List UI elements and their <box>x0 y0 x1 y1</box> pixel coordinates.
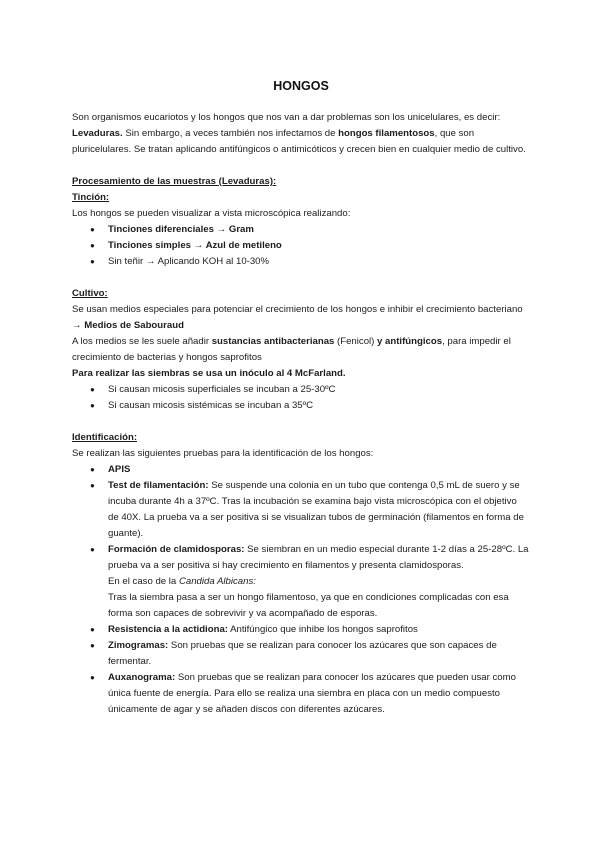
list-item: ● Si causan micosis sistémicas se incuban a 35ºC <box>90 400 314 411</box>
cultivo-paragraph-1: Se usan medios especiales para potenciar el crecimiento de los hongos e inhibir el crecimiento bacteriano → Medios de Sabouraud <box>72 304 523 331</box>
list-item: ● Tinciones simples → Azul de metileno <box>90 240 282 251</box>
identificacion-text: Se realizan las siguientes pruebas para la identificación de los hongos: <box>72 448 374 459</box>
list-item: ● Sin teñir → Aplicando KOH al 10-30% <box>90 256 270 267</box>
cultivo-paragraph-3: Para realizar las siembras se usa un inóculo al 4 McFarland. <box>72 368 346 379</box>
list-item: ● Si causan micosis superficiales se incuban a 25-30ºC <box>90 384 336 395</box>
intro-paragraph: Son organismos eucariotos y los hongos que nos van a dar problemas son los unicelulares, es decir: Levaduras. Sin embargo, a veces también nos infectamos de hongos filamentosos, que son pluricelulares. Se tratan aplicando antifúngicos o antimicóticos y crecen bien en cualquier medio de cultivo. <box>72 112 526 155</box>
candida-text: Tras la siembra pasa a ser un hongo filamentoso, ya que en condiciones complicadas con esa forma son capaces de sobrevivir y va acompañado de esporas. <box>108 592 509 619</box>
cultivo-heading: Cultivo: <box>72 288 108 299</box>
tincion-text: Los hongos se pueden visualizar a vista microscópica realizando: <box>72 208 351 219</box>
list-item: ● Zimogramas: Son pruebas que se realizan para conocer los azúcares que son capaces de fermentar. <box>90 640 497 667</box>
identificacion-heading: Identificación: <box>72 432 138 443</box>
procesamiento-heading: Procesamiento de las muestras (Levaduras): <box>72 176 277 187</box>
cultivo-list <box>72 382 530 414</box>
tincion-list <box>72 222 530 270</box>
list-item: ● Test de filamentación: Se suspende una colonia en un tubo que contenga 0,5 mL de suero y se incuba durante 4h a 37ºC. Tras la incubación se examina bajo vista microscópica con el objetivo de 40X. La prueba va a ser positiva si se visualizan tubos de germinación (filamentos en forma de guante). <box>90 480 524 539</box>
cultivo-paragraph-2: A los medios se les suele añadir sustancias antibacterianas (Fenicol) y antifúngicos, para impedir el crecimiento de bacterias y hongos saprofitos <box>72 336 511 363</box>
identificacion-list <box>72 462 530 718</box>
list-item: ● Auxanograma: Son pruebas que se realizan para conocer los azúcares que pueden usar como única fuente de energía. Para ello se realiza una siembra en placa con un medio compuesto únicamente de agar y se añaden discos con diferentes azúcares. <box>90 672 516 715</box>
candida-line: En el caso de la Candida Albicans: <box>108 576 256 587</box>
list-item: ● APIS <box>90 464 131 475</box>
list-item: ● Formación de clamidosporas: Se siembran en un medio especial durante 1-2 días a 25-28ºC. La prueba va a ser positiva si hay crecimiento en filamentos y presenta clamidosporas. En el caso de la Candida Albicans: Tras la siembra pasa a ser un hongo filamentoso, ya que en condiciones complicadas con esa forma son capaces de sobrevivir y va acompañado de esporas. <box>72 542 530 622</box>
page-title: HONGOS <box>273 79 329 93</box>
tincion-heading: Tinción: <box>72 192 110 203</box>
list-item: ● Tinciones diferenciales → Gram <box>90 224 254 235</box>
list-item: ● Resistencia a la actidiona: Antifúngico que inhibe los hongos saprofitos <box>90 624 418 635</box>
